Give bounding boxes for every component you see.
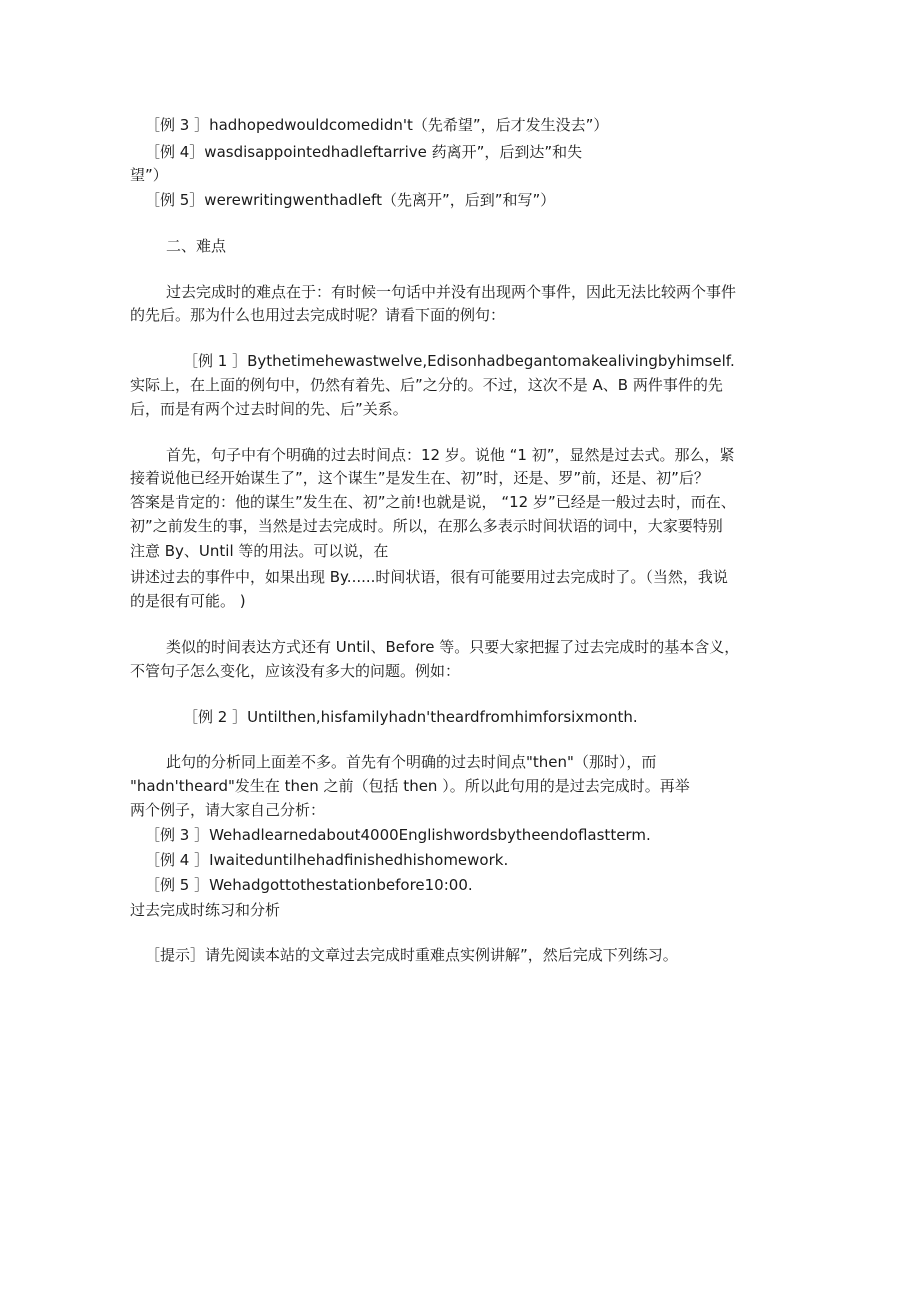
example-5-line: ［例 5］werewritingwenthadleft（先离开”，后到”和写”）: [145, 191, 556, 209]
tip-line: ［提示］请先阅读本站的文章过去完成时重难点实例讲解”，然后完成下列练习。: [145, 946, 678, 964]
example-4-line: ［例 4］wasdisappointedhadleftarrive 药离开”，后到达”和失: [145, 143, 583, 161]
paragraph-3-line-5: 注意 By、Until 等的用法。可以说，在: [130, 542, 389, 560]
practice-heading: 过去完成时练习和分析: [130, 901, 281, 919]
paragraph-3-line-7: 的是很有可能。 ): [130, 592, 246, 610]
paragraph-5-line-2: "hadn'theard"发生在 then 之前（包括 then ）。所以此句用的是过去完成时。再举: [130, 777, 690, 795]
example-3-sentence: ［例 3 ］Wehadlearnedabout4000Englishwordsbytheendoflastterm.: [145, 826, 651, 844]
example-5-sentence: ［例 5 ］Wehadgottothestationbefore10:00.: [145, 876, 473, 894]
example-1-sentence: ［例 1 ］Bythetimehewastwelve,Edisonhadbegantomakealivingbyhimself.: [183, 352, 735, 370]
example-4-sentence: ［例 4 ］Iwaiteduntilhehadfinishedhishomework.: [145, 851, 509, 869]
paragraph-4-line-2: 不管句子怎么变化，应该没有多大的问题。例如：: [130, 662, 461, 680]
example-2-sentence: ［例 2 ］Untilthen,hisfamilyhadn'theardfromhimforsixmonth.: [183, 708, 638, 726]
paragraph-3-line-6: 讲述过去的事件中，如果出现 By......时间状语，很有可能要用过去完成时了。（当然，我说: [130, 568, 728, 586]
paragraph-3-line-1: 首先，句子中有个明确的过去时间点：12 岁。说他 “1 初”，显然是过去式。那么，紧: [166, 446, 735, 464]
paragraph-2-line-1: 实际上，在上面的例句中，仍然有着先、后”之分的。不过，这次不是 A、B 两件事件的先: [130, 376, 723, 394]
paragraph-1-line-2: 的先后。那为什么也用过去完成时呢？请看下面的例句：: [130, 306, 506, 324]
example-3-line: ［例 3 ］hadhopedwouldcomedidn't（先希望”，后才发生没去”）: [145, 116, 609, 134]
paragraph-3-line-4: 初”之前发生的事，当然是过去完成时。所以，在那么多表示时间状语的词中，大家要特别: [130, 517, 723, 535]
paragraph-5-line-1: 此句的分析同上面差不多。首先有个明确的过去时间点"then"（那时），而: [166, 753, 657, 771]
example-4-continuation: 望”）: [130, 166, 168, 184]
paragraph-2-line-2: 后，而是有两个过去时间的先、后”关系。: [130, 400, 408, 418]
paragraph-1-line-1: 过去完成时的难点在于：有时候一句话中并没有出现两个事件，因此无法比较两个事件: [166, 283, 737, 301]
paragraph-4-line-1: 类似的时间表达方式还有 Until、Before 等。只要大家把握了过去完成时的基本含义，: [166, 638, 740, 656]
paragraph-3-line-2: 接着说他已经开始谋生了”，这个谋生”是发生在、初”时，还是、罗”前，还是、初”后？: [130, 469, 709, 487]
section-heading-difficulty: 二、难点: [166, 237, 227, 255]
paragraph-5-line-3: 两个例子，请大家自己分析：: [130, 801, 326, 819]
paragraph-3-line-3: 答案是肯定的：他的谋生”发生在、初”之前!也就是说， “12 岁”已经是一般过去时，而在、: [130, 493, 736, 511]
